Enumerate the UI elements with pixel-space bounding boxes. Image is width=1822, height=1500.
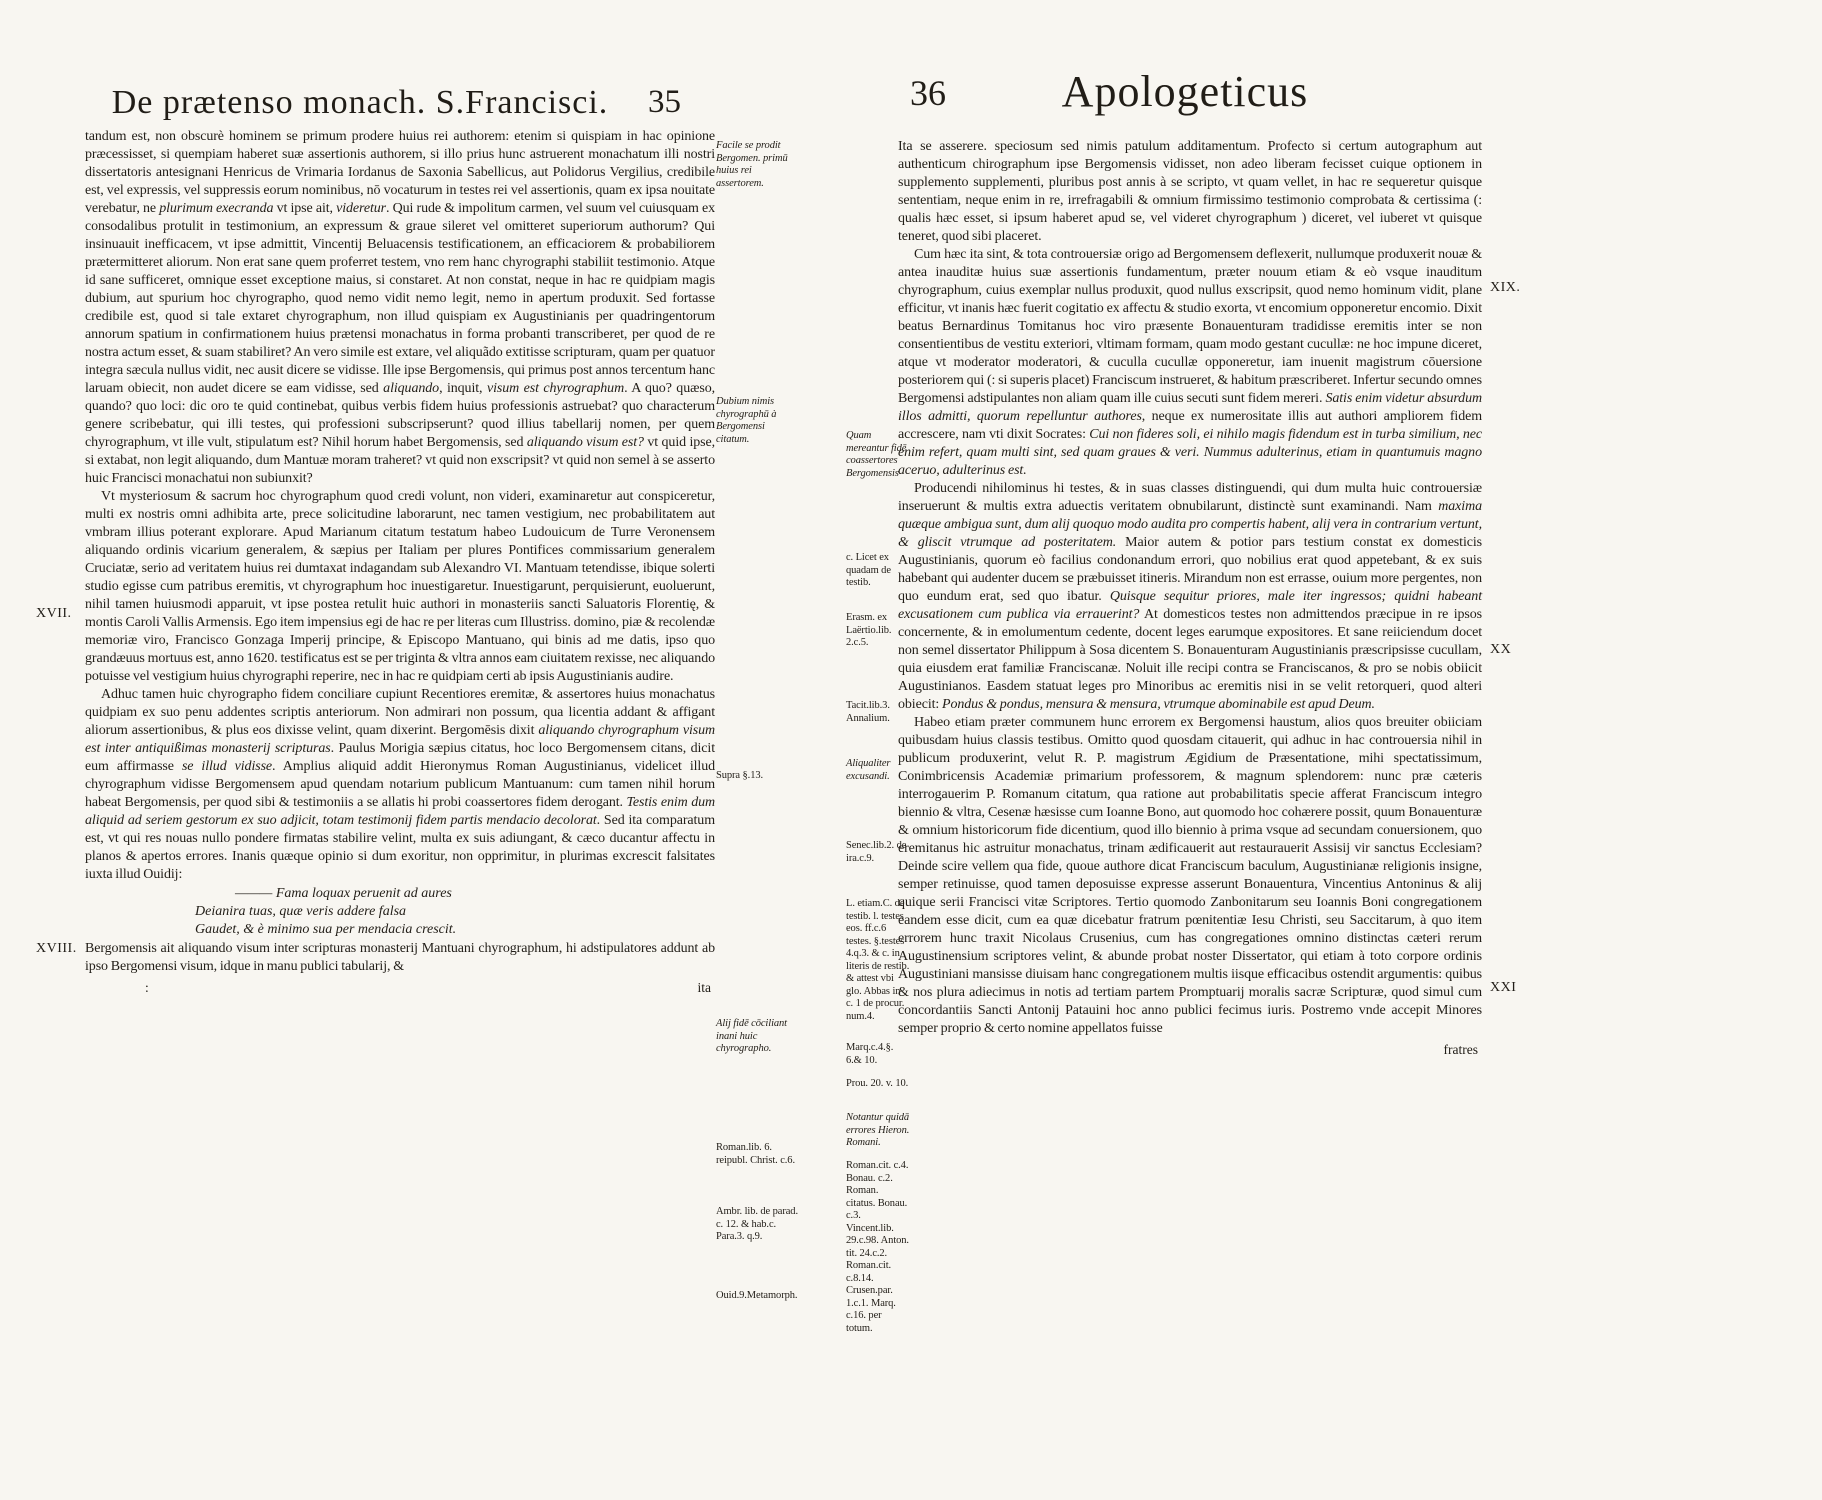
margin-note: Tacit.lib.3. Annalium. xyxy=(846,700,890,724)
margin-notes-left xyxy=(716,0,798,1500)
signature-mark: : xyxy=(145,980,149,995)
margin-note: Aliqualiter excusandi. xyxy=(846,758,891,782)
page-number-right: 36 xyxy=(910,73,946,113)
verse-quote xyxy=(195,885,715,939)
page-title-left: De prætenso monach. S.Francisci. xyxy=(111,84,609,121)
margin-note: Quam mereantur fidē coassertores Bergomensis xyxy=(846,430,907,479)
catchword-line xyxy=(898,1042,1482,1058)
margin-note: Notantur quidā errores Hieron. Romani. xyxy=(846,1112,910,1148)
verse-line: Deianira tuas, quæ veris addere falsa xyxy=(195,904,407,919)
margin-note: Supra §.13. xyxy=(716,770,764,781)
page-number-left: 35 xyxy=(648,84,681,120)
section-numeral: XVII. xyxy=(36,606,72,621)
margin-note: Facile se prodit Bergomen. primū huius rei assertorem. xyxy=(716,140,788,189)
catchword: ita xyxy=(697,980,711,995)
section-numeral: XX xyxy=(1490,642,1512,657)
catchword: fratres xyxy=(1443,1042,1478,1057)
margin-note: Prou. 20. v. 10. xyxy=(846,1078,909,1089)
section-numeral: XIX. xyxy=(1490,280,1521,295)
verse-line: ——— Fama loquax peruenit ad aures xyxy=(235,886,452,901)
section-numerals-left xyxy=(36,0,82,1500)
section-numeral: XXI xyxy=(1490,980,1517,995)
signature-mark xyxy=(898,1042,958,1058)
margin-note: Roman.lib. 6. reipubl. Christ. c.6. xyxy=(716,1142,795,1166)
margin-note: Ambr. lib. de parad. c. 12. & hab.c. Para.3. q.9. xyxy=(716,1206,798,1242)
paragraph: Habeo etiam præter communem hunc errorem ex Bergomensi haustum, alios quos breuiter obiiciam quibusdam huius classis testibus. Omitto quod quosdam citauerit, qui adhuc in hac controuersia nihil in publicum produxerint, velut R. P. magistrum Ægidium de Præsentatione, mihi spectatissimum, Conimbricensis Academiæ primarium professorem, & magnum splendorem: nunc præ cæteris interrogauerim P. Romanum citatum, qua ratione aut probabilitatis specie afferat Franciscum integro biennio & vltra, Cesenæ hæsisse cum Ioanne Bono, aut quomodo hoc cohærere possit, quum Bonauenturæ & omnium historicorum fide dicentium, quod illo biennio à prima vsque ad secundam conuersionem, quo eremitanus hic astruitur monachatus, trinam ædificauerit aut restaurauerit Assisij vir sanctus Ecclesiam? Deinde scire vellem qua fide, quoue authore dicat Franciscum baculum, Augustinianæ religionis insigne, semper retinuisse, quod tamen deposuisse expresse asserunt Bonauentura, Vincentius Antoninus & alij quique serii Francisci vitæ Scriptores. Tertio quomodo Zanbonitarum seu Ioannis Boni congregationem eandem esse dicit, cum ea quæ dicebatur fratrum pœnitentiæ Iesu Christi, seu Saccitarum, à quo item errorem hunc traxit Nicolaus Crusenius, cum has congregationes omnino distinctas cæteri rerum Augustinensium scriptores velint, & abunde probat noster Dissertator, qui etiam à toto corpore ordinis Augustiniani mansisse diuisam hanc congregationem multis iisque efficacibus ostendit argumentis: quibus & nos plura adiecimus in notis ad tertiam partem Promptuarij moralis sacræ Scripturæ, quod simul cum concordantiis Sancti Antonij Patauini hoc anno publici fecimus iuris. Postremo vnde accepit Minores semper proprio & certo nomine appellatos fuisse xyxy=(898,715,1482,1036)
verse-line: Gaudet, & è minimo sua per mendacia crescit. xyxy=(195,922,457,937)
margin-note: Roman.cit. c.4. Bonau. c.2. Roman. citatus. Bonau. c.3. Vincent.lib. 29.c.98. Anton. tit. 24.c.2. Roman.cit. c.8.14. Crusen.par. 1.c.1. Marq. c.16. per totum. xyxy=(846,1160,909,1334)
text-column-left xyxy=(85,128,715,996)
margin-note: L. etiam.C. de testib. l. testes eos. ff.c.6 testes. §.testes 4.q.3. & c. in literis de restib. & attest vbi glo. Abbas in c. 1 de procur. num.4. xyxy=(846,898,910,1022)
paragraph: Vt mysteriosum & sacrum hoc chyrographum quod credi volunt, non videri, examinaretur aut conspiceretur, multi ex nostris omni adhibita arte, prece solicitudine laborarunt, nec tamen vestigium, nec probabilitatem aut vmbram illius poterant explorare. Apud Marianum citatum testatum habeo Ludouicum de Turre Veronensem aliquando ordinis vicarium generalem, & sæpius per Italiam per plures Pontifices commissarium generalem Cruciatæ, serio ad veritatem huius rei dumtaxat indagandam sub Alexandro VI. Mantuam tetendisse, ibique solerti studio egisse cum patribus eremitis, vt chyrographum hoc inuestigaretur. Inuestigarunt, perquisierunt, euoluerunt, nihil tamen huiusmodi apparuit, vt ipse postea retulit huic authori in monasteriis sancti Saluatoris Florentię, & montis Caroli Vallis Armensis. Ego item impensius egi de hac re per literas cum Illustriss. domino, piæ & recolendæ memoriæ viro, Francisco Gonzaga Imperij principe, & Episcopo Mantuano, qui binis ad me datis, ipso quo grandæuus mortuus est, anno 1620. testificatus est se per triginta & vltra annos eam ciuitatem rexisse, nec aliquando potuisse vel vestigium huius chyrographi reperire, nec in hac re quidpiam certi ab ipsis Augustinianis audire. xyxy=(85,489,715,684)
paragraph: tandum est, non obscurè hominem se primum prodere huius rei authorem: etenim si quispiam in hac opinione præcessisset, si quempiam haberet suæ assertionis authorem, si illo prius hunc astruerent monachatum illi nostri dissertatoris antesignani Henricus de Vrimaria Iordanus de Saxonia Sabellicus, aut Polidorus Vergilius, credibile est, vel expressis, vel suppressis eorum nominibus, nō vocaturum in testes rei vel assertionis, quam ex ipsa nouitate verebatur, ne plurimum execranda vt ipse ait, videretur. Qui rude & impolitum carmen, vel suum vel cuiusquam ex consodalibus protulit in testimonium, an expressum & graue sileret vel omitteret superiorum authorum? Qui insinuauit inefficacem, vt ipse admittit, Vincentij Beluacensis testificationem, an efficaciorem & probabiliorem prætermitteret aliorum. Non erat sane quem proferret testem, vno rem hanc chyrographi stabiliit testimonio. Atque id sane sufficeret, omnique esset exceptione maius, si constaret. At non constat, neque in hac re quidpiam magis dubium, aut spurium hoc chyrographo, quod nemo vidit nemo legit, nemo in apertum produxit. Sed fortasse credibile est, quod si tale extaret chyrographum, non illud quispiam ex Augustinianis per quadringentorum annorum spatium in confirmationem huius prætensi monachatus in forma probanti transcriberet, per quod de re nostra actum esset, & suam stabiliret? An vero simile est extare, vel aliquãdo extitisse scripturam, quam per quatuor integra sæcula nullus vidit, nec ausit dicere se vidisse. Ille ipse Bergomensis, qui primus post annos tercentum hanc laruam obiecit, non audet dicere se eam vidisse, sed aliquando, inquit, visum est chyrographum. A quo? quæso, quando? quo loci: dic oro te quid continebat, quibus verbis fidem huius professionis astruebat? quo characterum genere scribebatur, qui illi testes, qui professioni subscripserunt? quod illius tabellarij nomen, per quem chyrographum, vt ille vult, stipulatum est? Nihil horum habet Bergomensis, sed aliquando visum est? vt quid ipse, si extabat, non legit aliquando, dum Mantuæ moram traheret? vt quid non exscripsit? vt quid non semel à se asserto huic Francisci monachatui non subiunxit? xyxy=(85,129,716,486)
margin-note: Alij fidē cōciliant inani huic chyrographo. xyxy=(716,1018,788,1054)
catchword-line xyxy=(85,980,715,996)
paragraph: Bergomensis ait aliquando visum inter scripturas monasterij Mantuani chyrographum, hi adstipulatores addunt ab ipso Bergomensi visum, idque in manu publici tabularij, & xyxy=(85,941,715,974)
paragraph: Adhuc tamen huic chyrographo fidem conciliare cupiunt Recentiores eremitæ, & assertores huius monachatus quidpiam ex suo penu addentes scriptis anteriorum. Non admirari non possum, qua licentia addant & affigant aliorum assertionibus, & plus eos dixisse velint, quam dixerint. Bergomēsis dixit aliquando chyrographum visum est inter antiquißimas monasterij scripturas. Paulus Morigia sæpius citatus, hoc loco Bergomensem citans, dicit eum affirmasse se illud vidisse. Amplius aliquid addit Hieronymus Roman Augustinianus, videlicet illud chyrographum vidisse Bergomensem apud quendam notarium publicum Mantuanum: cum tamen nihil horum habeat Bergomensis, per quod sibi & testimoniis a se allatis hi probi coassertores fidem derogant. Testis enim dum aliquid ad seriem gestorum ex suo adjicit, totam testimonij fidem partis mendacio decolorat. Sed ita comparatum est, vt qui res nouas nullo pondere firmatas stabilire velint, multa ex suis adiungant, & cæco ducantur affectu in planos & apertos errores. Inanis quæque opinio si dum exoritur, non opprimitur, in plurimas excrescit falsitates iuxta illud Ouidij: xyxy=(85,687,716,882)
margin-note: c. Licet ex quadam de testib. xyxy=(846,552,891,588)
page-title-right: Apologeticus xyxy=(1061,67,1309,116)
section-numeral: XVIII. xyxy=(36,941,77,956)
paragraph: Cum hæc ita sint, & tota controuersiæ origo ad Bergomensem deflexerit, nullumque produxerit nouæ & antea inauditæ huius suæ assertionis fundamentum, præter nouum etiam & eò vsque inauditum chyrographum, cuius exemplar nullus produxit, quod nullus exscripsit, quod nemo hominum vidit, plane efficitur, vt inanis hæc fuerit cogitatio ex affectu & studio exorta, vt encomium opponeretur encomio. Dixit beatus Bernardinus Tomitanus hoc viro præsente Bonauenturam tradidisse eremitis inter se non consentientibus de vestitu exteriori, vltimam formam, quam modo gestant cucullæ: ne hoc impune diceret, atque vt moderator moderatori, & cuculla cucullæ opponeretur, iam inuenit magistrum cōuersione posteriorem qui (: si superis placet) Franciscum instrueret, & habitum præscriberet. Infertur secundo omnes Bergomensi adstipulantes non aliam quam ille cuius secuti sunt fidem mereri. Satis enim videtur absurdum illos admitti, quorum repelluntur authores, neque ex numerositate illis aut authori ampliorem fidem accrescere, nam vti dixit Socrates: Cui non fideres soli, ei nihilo magis fidendum est in turba similium, nec enim refert, quam multi sint, sed quam graues & veri. Nummus adulterinus, etiam in quantumuis magno aceruo, adulterinus est. xyxy=(898,247,1482,478)
margin-note: Ouid.9.Metamorph. xyxy=(716,1290,798,1301)
margin-note: Erasm. ex Laërtio.lib. 2.c.5. xyxy=(846,612,892,648)
paragraph: Ita se asserere. speciosum sed nimis patulum additamentum. Profecto si certum autographum aut authenticum chirographum ipse Bergomensis vidisset, non adeo liberam fecisset cuique optionem in supplemento supplementi, pluribus post annis à se scripto, vt quam vellet, in hac re sequeretur quisque sententiam, neque enim in re, irrefragabili & omnium firmissimo testimonio comprobata & certissima (: qualis hæc esset, si ipsum haberet apud se, vel videret chyrographum ) diceret, vel iuberet vt quisque teneret, quod sibi placeret. xyxy=(898,139,1482,244)
text-column-right xyxy=(898,138,1482,1058)
margin-note: Marq.c.4.§. 6.& 10. xyxy=(846,1042,894,1066)
margin-note: Dubium nimis chyrographū à Bergomensi citatum. xyxy=(716,396,777,445)
section-numerals-right xyxy=(1490,0,1548,1500)
paragraph: Producendi nihilominus hi testes, & in suas classes distinguendi, qui dum multa huic controuersiæ inseruerunt & multis extra aduectis veritatem obnubilarunt, distinctè sunt examinandi. Nam maxima quæque ambigua sunt, dum alij quoquo modo audita pro compertis habent, alij vera in contrarium vertunt, & gliscit vtrumque ad posteritatem. Maior autem & potior pars testium constat ex domesticis Augustinianis, quorum eò facilius condonandum errori, quo nobilius erat quod appetebant, & ex suis habebant qui audenter ducem se præbuisset itineris. Mirandum non est errasse, ouium more pergentes, non quo eundum erat, sed quo ibatur. Quisque sequitur priores, male iter ingressos; quidni habeant excusationem cum publica via errauerint? At domesticos testes non admittendos præcipue in re ipsos concernente, & in emolumentum cedente, docent leges earumque expositores. Et sane reiiciendum docet non semel dissertator Philippum à Sosa dicentem S. Bonauenturam Augustinianis præscripsisse cucullam, quia eiusdem erat familiæ Franciscanæ. Noluit ille recipi contra se Franciscanos, & pro se nobis obiicit Augustinianos. Easdem statuat leges pro Minoribus ac eremitis nisi in se velit retorqueri, quod alteri obiecit: Pondus & pondus, mensura & mensura, vtrumque abominabile est apud Deum. xyxy=(898,481,1482,712)
margin-note: Senec.lib.2. de ira.c.9. xyxy=(846,840,907,864)
